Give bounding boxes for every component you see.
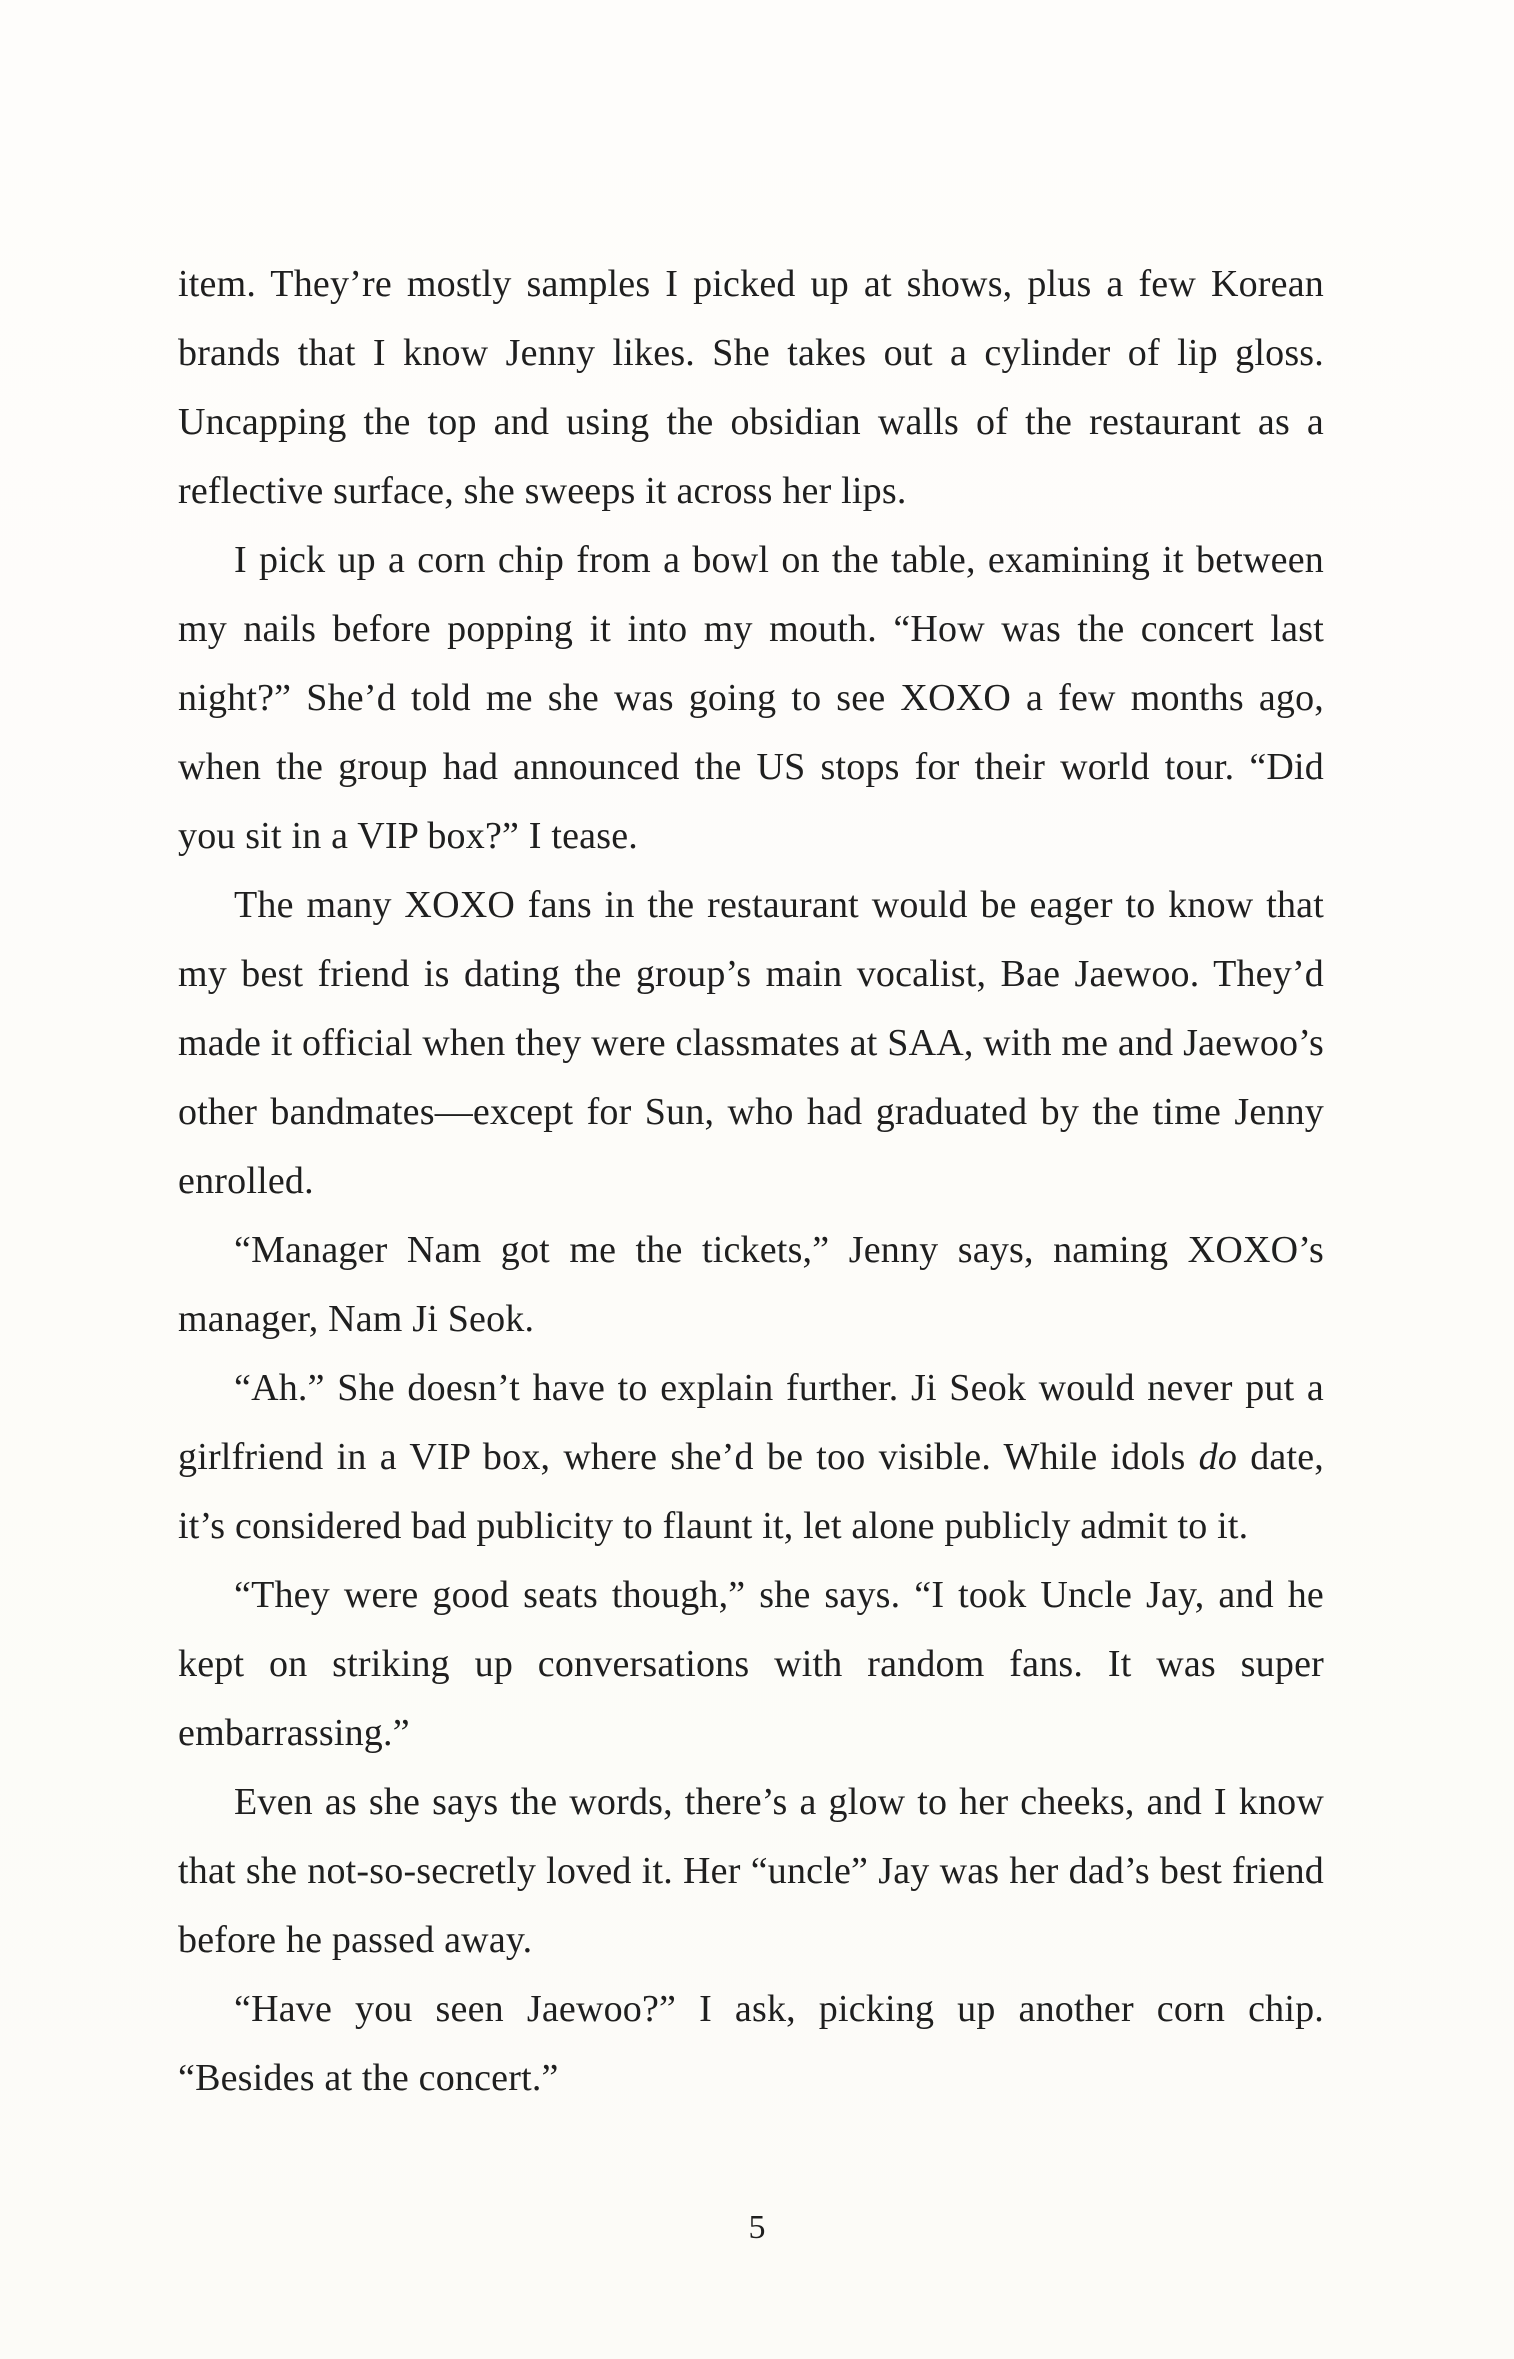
paragraph: “Manager Nam got me the tickets,” Jenny says, naming XOXO’s manager, Nam Ji Seok. <box>178 1229 1324 1340</box>
paragraph: “Have you seen Jaewoo?” I ask, picking up another corn chip. “Besides at the concert.” <box>178 1988 1324 2099</box>
body-text <box>178 250 1324 2113</box>
paragraph: The many XOXO fans in the restaurant would be eager to know that my best friend is dating the group’s main vocalist, Bae Jaewoo. They’d made it official when they were classmates at SAA, with me and Jaewoo’s other bandmates—except for Sun, who had graduated by the time Jenny enrolled. <box>178 884 1324 1202</box>
paragraph: item. They’re mostly samples I picked up at shows, plus a few Korean brands that I know Jenny likes. She takes out a cylinder of lip gloss. Uncapping the top and using the obsidian walls of the restaurant as a reflective surface, she sweeps it across her lips. <box>178 263 1324 512</box>
page-number: 5 <box>748 2209 766 2246</box>
paragraph: Even as she says the words, there’s a glow to her cheeks, and I know that she not-so-secretly loved it. Her “uncle” Jay was her dad’s best friend before he passed away. <box>178 1781 1324 1961</box>
paragraph: “They were good seats though,” she says. “I took Uncle Jay, and he kept on striking up conversations with random fans. It was super embarrassing.” <box>178 1574 1324 1754</box>
paragraph: “Ah.” She doesn’t have to explain further. Ji Seok would never put a girlfriend in a VIP box, where she’d be too visible. While idols do date, it’s considered bad publicity to flaunt it, let alone publicly admit to it. <box>178 1367 1324 1547</box>
paragraph: I pick up a corn chip from a bowl on the table, examining it between my nails before popping it into my mouth. “How was the concert last night?” She’d told me she was going to see XOXO a few months ago, when the group had announced the US stops for their world tour. “Did you sit in a VIP box?” I tease. <box>178 539 1324 857</box>
